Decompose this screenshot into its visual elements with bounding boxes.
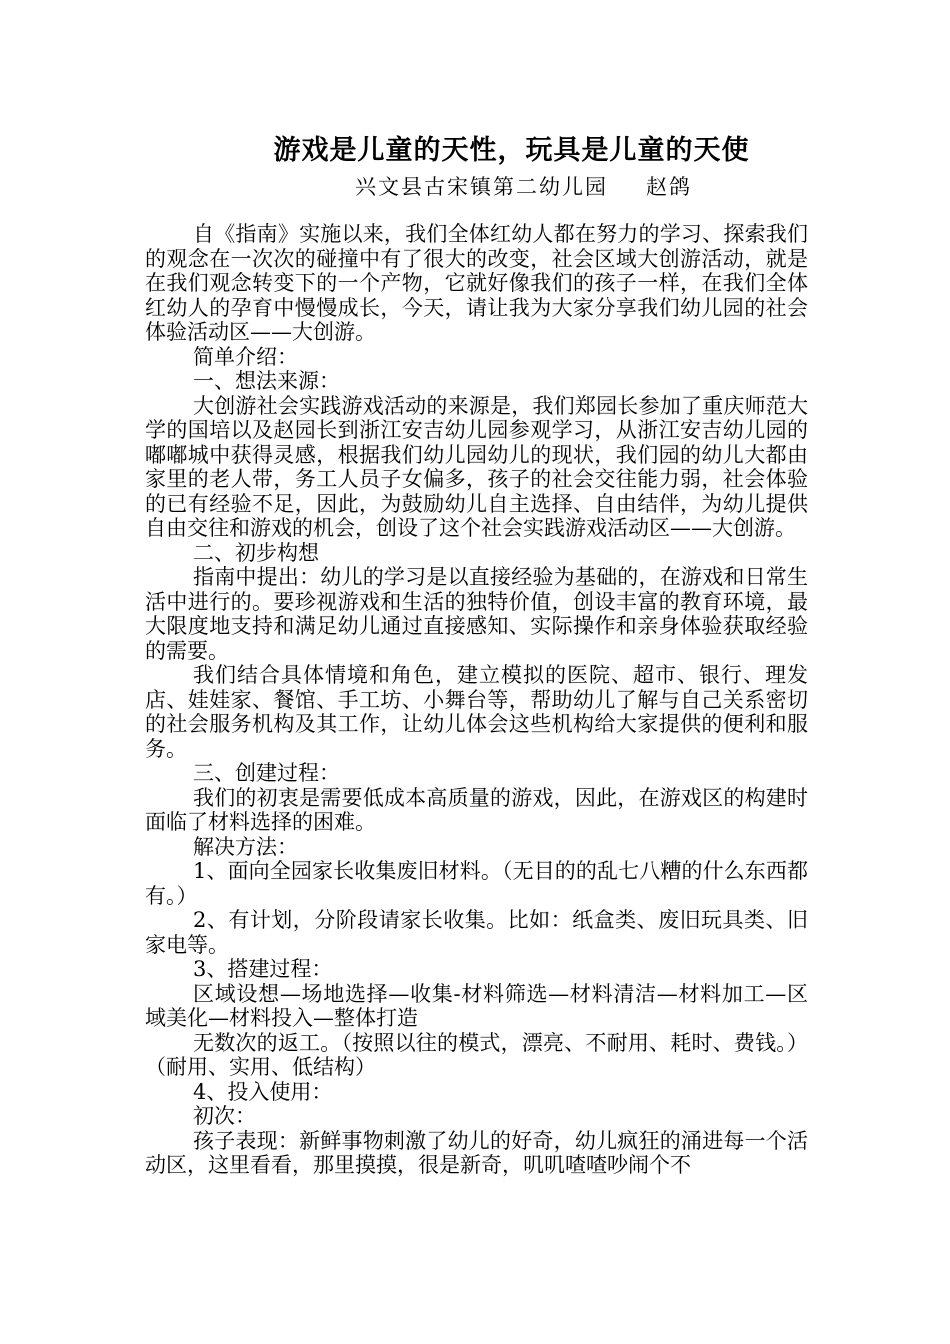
document-body xyxy=(145,222,808,1178)
paragraph: 自《指南》实施以来，我们全体红幼人都在努力的学习、探索我们的观念在一次次的碰撞中有了很大的改变，社会区域大创游活动，就是在我们观念转变下的一个产物，它就好像我们的孩子一样，在我们全体红幼人的孕育中慢慢成长，今天，请让我为大家分享我们幼儿园的社会体验活动区——大创游。 xyxy=(145,222,808,344)
paragraph: 大创游社会实践游戏活动的来源是，我们郑园长参加了重庆师范大学的国培以及赵园长到浙江安吉幼儿园参观学习，从浙江安吉幼儿园的嘟嘟城中获得灵感，根据我们幼儿园幼儿的现状，我们园的幼儿大都由家里的老人带，务工人员子女偏多，孩子的社会交往能力弱，社会体验的已有经验不足，因此，为鼓励幼儿自主选择、自由结伴，为幼儿提供自由交往和游戏的机会，创设了这个社会实践游戏活动区——大创游。 xyxy=(145,393,808,540)
document-title: 游戏是儿童的天性，玩具是儿童的天使 xyxy=(273,135,750,166)
list-item: 4、投入使用： xyxy=(193,1079,333,1104)
paragraph: 我们的初衷是需要低成本高质量的游戏，因此，在游戏区的构建时面临了材料选择的困难。 xyxy=(145,785,808,834)
list-item: 3、搭建过程： xyxy=(193,957,333,981)
document-byline xyxy=(355,174,692,200)
list-item: 2、有计划，分阶段请家长收集。比如：纸盒类、废旧玩具类、旧家电等。 xyxy=(145,908,808,957)
paragraph: 孩子表现：新鲜事物刺激了幼儿的好奇，幼儿疯狂的涌进每一个活动区，这里看看，那里摸摸，很是新奇，叽叽喳喳吵闹个不 xyxy=(145,1128,808,1177)
paragraph: 无数次的返工。（按照以往的模式，漂亮、不耐用、耗时、费钱。）（耐用、实用、低结构） xyxy=(145,1030,808,1079)
section-heading: 一、想法来源： xyxy=(193,369,340,393)
paragraph: 初次： xyxy=(193,1104,256,1128)
paragraph: 我们结合具体情境和角色，建立模拟的医院、超市、银行、理发店、娃娃家、餐馆、手工坊、小舞台等，帮助幼儿了解与自己关系密切的社会服务机构及其工作，让幼儿体会这些机构给大家提供的便利和服务。 xyxy=(145,663,808,761)
section-heading: 三、创建过程： xyxy=(193,761,340,785)
paragraph: 简单介绍： xyxy=(193,344,298,369)
list-item: 1、面向全园家长收集废旧材料。（无目的的乱七八糟的什么东西都有。） xyxy=(145,859,808,908)
section-heading: 二、初步构想 xyxy=(193,540,319,565)
paragraph: 解决方法： xyxy=(193,834,298,859)
paragraph: 区域设想—场地选择—收集-材料筛选—材料清洁—材料加工—区域美化—材料投入—整体打造 xyxy=(145,981,808,1030)
author-organization: 兴文县古宋镇第二幼儿园 xyxy=(355,175,608,199)
author-name: 赵鸽 xyxy=(646,175,692,199)
paragraph: 指南中提出：幼儿的学习是以直接经验为基础的，在游戏和日常生活中进行的。要珍视游戏和生活的独特价值，创设丰富的教育环境，最大限度地支持和满足幼儿通过直接感知、实际操作和亲身体验获取经验的需要。 xyxy=(145,565,808,663)
